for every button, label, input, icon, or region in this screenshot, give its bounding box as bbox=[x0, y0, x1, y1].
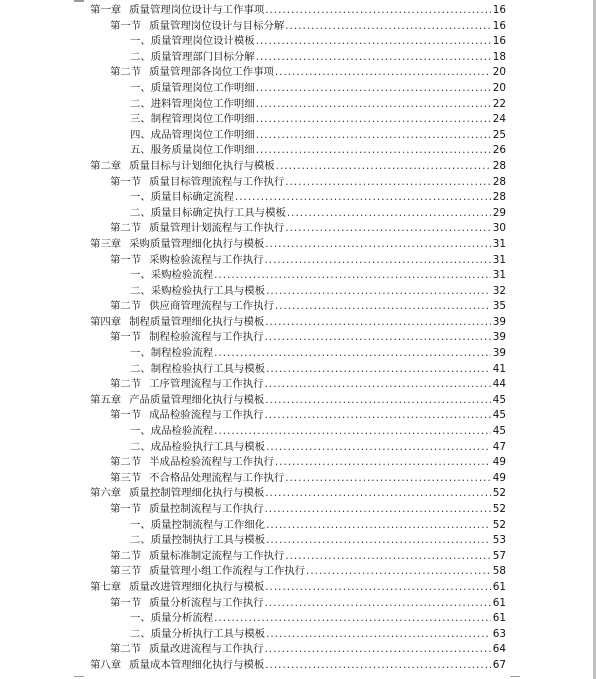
toc-entry[interactable] bbox=[90, 549, 506, 565]
toc-dot-leader bbox=[214, 268, 491, 284]
toc-entry[interactable] bbox=[90, 611, 506, 627]
toc-entry-page-number: 20 bbox=[492, 81, 506, 94]
toc-entry[interactable] bbox=[90, 658, 506, 674]
toc-entry[interactable] bbox=[90, 627, 506, 643]
toc-entry-title: 制程检验执行工具与模板 bbox=[150, 362, 266, 375]
toc-dot-leader bbox=[235, 190, 491, 206]
toc-entry-number: 第四章 bbox=[90, 315, 122, 328]
toc-entry-page-number: 39 bbox=[492, 315, 506, 328]
toc-entry-number: 第二节 bbox=[110, 378, 142, 391]
toc-entry-title: 质量管理小组工作流程与工作执行 bbox=[149, 565, 306, 578]
toc-entry-page-number: 64 bbox=[492, 643, 506, 656]
toc-dot-leader bbox=[264, 642, 491, 658]
toc-entry-number: 第一节 bbox=[110, 596, 142, 609]
toc-entry-title: 质量标准制定流程与工作执行 bbox=[149, 549, 285, 562]
toc-dot-leader bbox=[264, 377, 491, 393]
toc-entry-number: 一、 bbox=[130, 347, 151, 360]
toc-dot-leader bbox=[266, 284, 491, 300]
toc-entry-number: 二、 bbox=[130, 97, 151, 110]
toc-dot-leader bbox=[266, 362, 491, 378]
toc-dot-leader bbox=[214, 424, 491, 440]
toc-entry[interactable] bbox=[90, 159, 506, 175]
toc-entry[interactable] bbox=[90, 330, 506, 346]
toc-entry-page-number: 61 bbox=[492, 612, 506, 625]
toc-entry-title: 成品检验执行工具与模板 bbox=[150, 440, 266, 453]
toc-entry-title: 质量管理岗位设计与目标分解 bbox=[149, 19, 285, 32]
toc-entry-number: 第二节 bbox=[110, 300, 142, 313]
toc-entry-number: 第三节 bbox=[110, 565, 142, 578]
toc-entry-page-number: 67 bbox=[492, 658, 506, 671]
toc-dot-leader bbox=[265, 658, 491, 674]
toc-entry[interactable] bbox=[90, 284, 506, 300]
toc-entry-page-number: 28 bbox=[492, 159, 506, 172]
page-corner-mark bbox=[510, 676, 520, 677]
toc-entry-number: 第二节 bbox=[110, 643, 142, 656]
toc-entry-number: 一、 bbox=[130, 35, 151, 48]
toc-dot-leader bbox=[276, 159, 491, 175]
toc-dot-leader bbox=[265, 3, 491, 19]
toc-entry-title: 质量管理部门目标分解 bbox=[150, 50, 255, 63]
toc-entry-page-number: 32 bbox=[492, 284, 506, 297]
toc-entry[interactable] bbox=[90, 315, 506, 331]
toc-entry-page-number: 58 bbox=[492, 565, 506, 578]
toc-entry-page-number: 52 bbox=[492, 487, 506, 500]
toc-entry-page-number: 52 bbox=[492, 518, 506, 531]
toc-entry-number: 第三章 bbox=[90, 237, 122, 250]
toc-entry-page-number: 45 bbox=[492, 393, 506, 406]
toc-entry-number: 一、 bbox=[130, 425, 151, 438]
toc-dot-leader bbox=[256, 128, 491, 144]
toc-entry-title: 质量改进管理细化执行与模板 bbox=[129, 580, 265, 593]
toc-entry[interactable] bbox=[90, 346, 506, 362]
toc-entry-page-number: 53 bbox=[492, 534, 506, 547]
toc-entry[interactable] bbox=[90, 642, 506, 658]
toc-entry[interactable] bbox=[90, 206, 506, 222]
toc-dot-leader bbox=[256, 81, 491, 97]
toc-dot-leader bbox=[287, 206, 491, 222]
toc-entry-title: 质量管理岗位设计与工作事项 bbox=[129, 4, 265, 16]
toc-entry[interactable] bbox=[90, 81, 506, 97]
toc-dot-leader bbox=[264, 502, 491, 518]
toc-entry-page-number: 39 bbox=[492, 331, 506, 344]
toc-dot-leader bbox=[264, 596, 491, 612]
toc-dot-leader bbox=[306, 564, 491, 580]
toc-entry-page-number: 25 bbox=[492, 128, 506, 141]
toc-entry[interactable] bbox=[90, 65, 506, 81]
toc-entry-title: 不合格品处理流程与工作执行 bbox=[149, 471, 285, 484]
toc-entry-title: 供应商管理流程与工作执行 bbox=[149, 300, 274, 313]
toc-entry[interactable] bbox=[90, 362, 506, 378]
toc-entry[interactable] bbox=[90, 190, 506, 206]
toc-dot-leader bbox=[265, 315, 491, 331]
toc-entry-page-number: 44 bbox=[492, 378, 506, 391]
toc-dot-leader bbox=[214, 346, 491, 362]
toc-entry-title: 采购质量管理细化执行与模板 bbox=[129, 237, 265, 250]
toc-dot-leader bbox=[264, 408, 491, 424]
toc-entry-number: 二、 bbox=[130, 362, 151, 375]
toc-entry-number: 第二节 bbox=[110, 222, 142, 235]
toc-dot-leader bbox=[264, 330, 491, 346]
toc-entry-number: 一、 bbox=[130, 518, 151, 531]
toc-entry[interactable] bbox=[90, 564, 506, 580]
toc-entry-title: 采购检验流程 bbox=[150, 269, 214, 282]
toc-entry-number: 第五章 bbox=[90, 393, 122, 406]
toc-entry-title: 服务质量岗位工作明细 bbox=[150, 144, 255, 157]
toc-entry-title: 采购检验执行工具与模板 bbox=[150, 284, 266, 297]
toc-entry[interactable] bbox=[90, 268, 506, 284]
toc-entry-page-number: 31 bbox=[492, 269, 506, 282]
toc-entry-number: 第三节 bbox=[110, 471, 142, 484]
toc-entry-page-number: 30 bbox=[492, 222, 506, 235]
toc-dot-leader bbox=[265, 393, 491, 409]
toc-entry-title: 质量控制管理细化执行与模板 bbox=[129, 487, 265, 500]
toc-entry-title: 成品检验流程 bbox=[150, 425, 214, 438]
toc-entry-title: 制程检验流程与工作执行 bbox=[149, 331, 264, 344]
toc-entry-number: 五、 bbox=[130, 144, 151, 157]
toc-entry-page-number: 52 bbox=[492, 503, 506, 515]
toc-entry-number: 第二节 bbox=[110, 66, 142, 79]
toc-entry[interactable] bbox=[90, 3, 506, 19]
toc-dot-leader bbox=[275, 299, 491, 315]
toc-entry-title: 质量分析执行工具与模板 bbox=[150, 627, 266, 640]
toc-entry[interactable] bbox=[90, 580, 506, 596]
toc-entry-page-number: 35 bbox=[492, 300, 506, 313]
toc-entry[interactable] bbox=[90, 221, 506, 237]
toc-entry-page-number: 29 bbox=[492, 206, 506, 219]
toc-entry-page-number: 16 bbox=[492, 4, 506, 16]
toc-entry-page-number: 57 bbox=[492, 549, 506, 562]
toc-entry-number: 第一节 bbox=[110, 19, 142, 32]
toc-entry[interactable] bbox=[90, 455, 506, 471]
toc-entry[interactable] bbox=[90, 175, 506, 191]
toc-entry-title: 采购检验流程与工作执行 bbox=[149, 253, 264, 266]
toc-dot-leader bbox=[265, 486, 491, 502]
toc-entry-number: 三、 bbox=[130, 113, 151, 126]
toc-entry-number: 第二章 bbox=[90, 159, 122, 172]
toc-entry-page-number: 63 bbox=[492, 627, 506, 640]
toc-entry-number: 第一节 bbox=[110, 503, 142, 515]
toc-entry-number: 第一节 bbox=[110, 253, 142, 266]
toc-dot-leader bbox=[285, 549, 491, 565]
toc-dot-leader bbox=[256, 112, 491, 128]
toc-entry[interactable] bbox=[90, 237, 506, 253]
toc-entry-title: 质量控制流程与工作执行 bbox=[149, 503, 264, 515]
toc-entry-number: 一、 bbox=[130, 612, 151, 625]
toc-entry[interactable] bbox=[90, 533, 506, 549]
toc-entry-title: 制程质量管理细化执行与模板 bbox=[129, 315, 265, 328]
toc-dot-leader bbox=[264, 253, 491, 269]
toc-entry-title: 制程检验流程 bbox=[150, 347, 214, 360]
toc-entry-number: 一、 bbox=[130, 81, 151, 94]
toc-entry-page-number: 49 bbox=[492, 471, 506, 484]
toc-entry[interactable] bbox=[90, 393, 506, 409]
toc-entry-number: 二、 bbox=[130, 206, 151, 219]
toc-dot-leader bbox=[275, 65, 491, 81]
toc-entry-title: 产品质量管理细化执行与模板 bbox=[129, 393, 265, 406]
toc-dot-leader bbox=[285, 471, 491, 487]
toc-entry-number: 第二节 bbox=[110, 549, 142, 562]
toc-entry[interactable] bbox=[90, 19, 506, 35]
toc-dot-leader bbox=[266, 518, 491, 534]
toc-entry[interactable] bbox=[90, 112, 506, 128]
toc-entry[interactable] bbox=[90, 253, 506, 269]
toc-entry-page-number: 31 bbox=[492, 253, 506, 266]
toc-entry-page-number: 47 bbox=[492, 440, 506, 453]
toc-dot-leader bbox=[266, 440, 491, 456]
toc-entry[interactable] bbox=[90, 424, 506, 440]
toc-dot-leader bbox=[265, 580, 491, 596]
toc-entry[interactable] bbox=[90, 518, 506, 534]
toc-entry[interactable] bbox=[90, 299, 506, 315]
toc-entry-number: 第一章 bbox=[90, 4, 122, 16]
toc-dot-leader bbox=[214, 611, 491, 627]
toc-entry-title: 成品管理岗位工作明细 bbox=[150, 128, 255, 141]
toc-entry-number: 二、 bbox=[130, 284, 151, 297]
page-corner-mark bbox=[74, 0, 84, 2]
toc-entry[interactable] bbox=[90, 502, 506, 518]
toc-entry-page-number: 45 bbox=[492, 409, 506, 422]
toc-entry-title: 质量目标确定执行工具与模板 bbox=[150, 206, 286, 219]
toc-entry-page-number: 28 bbox=[492, 191, 506, 204]
toc-entry-title: 质量控制流程与工作细化 bbox=[150, 518, 266, 531]
toc-entry-number: 二、 bbox=[130, 440, 151, 453]
toc-entry-page-number: 45 bbox=[492, 425, 506, 438]
toc-entry-page-number: 24 bbox=[492, 113, 506, 126]
toc-entry-title: 质量改进流程与工作执行 bbox=[149, 643, 264, 656]
toc-dot-leader bbox=[285, 19, 491, 35]
toc-entry-title: 质量管理计划流程与工作执行 bbox=[149, 222, 285, 235]
toc-entry-page-number: 20 bbox=[492, 66, 506, 79]
toc-entry-page-number: 61 bbox=[492, 596, 506, 609]
toc-entry-number: 一、 bbox=[130, 191, 151, 204]
toc-dot-leader bbox=[266, 533, 491, 549]
toc-entry-title: 工序管理流程与工作执行 bbox=[149, 378, 264, 391]
toc-dot-leader bbox=[285, 175, 491, 191]
toc-entry[interactable] bbox=[90, 34, 506, 50]
toc-entry-title: 进料管理岗位工作明细 bbox=[150, 97, 255, 110]
toc-entry-page-number: 31 bbox=[492, 237, 506, 250]
toc-entry-page-number: 22 bbox=[492, 97, 506, 110]
toc-dot-leader bbox=[256, 50, 491, 66]
toc-entry-number: 第一节 bbox=[110, 175, 142, 188]
toc-entry-number: 第八章 bbox=[90, 658, 122, 671]
toc-entry-title: 制程管理岗位工作明细 bbox=[150, 113, 255, 126]
toc-entry-title: 质量成本管理细化执行与模板 bbox=[129, 658, 265, 671]
toc-entry-page-number: 16 bbox=[492, 35, 506, 48]
toc-entry-number: 二、 bbox=[130, 534, 151, 547]
toc-entry-number: 第二节 bbox=[110, 456, 142, 469]
toc-dot-leader bbox=[256, 34, 491, 50]
toc-entry-number: 一、 bbox=[130, 269, 151, 282]
toc-entry[interactable] bbox=[90, 440, 506, 456]
toc-entry-number: 第一节 bbox=[110, 409, 142, 422]
toc-entry[interactable] bbox=[90, 596, 506, 612]
toc-entry[interactable] bbox=[90, 97, 506, 113]
toc-entry[interactable] bbox=[90, 471, 506, 487]
toc-entry-title: 质量管理岗位设计模板 bbox=[150, 35, 255, 48]
toc-entry-title: 质量分析流程 bbox=[150, 612, 214, 625]
toc-dot-leader bbox=[265, 237, 491, 253]
toc-entry-title: 质量目标管理流程与工作执行 bbox=[149, 175, 285, 188]
toc-dot-leader bbox=[275, 455, 491, 471]
toc-dot-leader bbox=[256, 143, 491, 159]
toc-entry-page-number: 49 bbox=[492, 456, 506, 469]
toc-entry-page-number: 41 bbox=[492, 362, 506, 375]
toc-entry-number: 第七章 bbox=[90, 580, 122, 593]
toc-entry[interactable] bbox=[90, 486, 506, 502]
toc-entry-page-number: 28 bbox=[492, 175, 506, 188]
toc-entry-number: 四、 bbox=[130, 128, 151, 141]
table-of-contents bbox=[90, 3, 506, 674]
page-corner-mark bbox=[74, 676, 84, 677]
toc-entry-title: 半成品检验流程与工作执行 bbox=[149, 456, 274, 469]
toc-entry-page-number: 26 bbox=[492, 144, 506, 157]
toc-dot-leader bbox=[285, 221, 491, 237]
toc-entry-page-number: 39 bbox=[492, 347, 506, 360]
toc-entry[interactable] bbox=[90, 143, 506, 159]
toc-entry[interactable] bbox=[90, 50, 506, 66]
toc-entry[interactable] bbox=[90, 408, 506, 424]
toc-entry-page-number: 18 bbox=[492, 50, 506, 63]
toc-entry-page-number: 61 bbox=[492, 580, 506, 593]
toc-entry-title: 质量管理部各岗位工作事项 bbox=[149, 66, 274, 79]
toc-entry[interactable] bbox=[90, 128, 506, 144]
toc-entry-page-number: 16 bbox=[492, 19, 506, 32]
toc-entry-title: 成品检验流程与工作执行 bbox=[149, 409, 264, 422]
toc-entry-title: 质量目标确定流程 bbox=[150, 191, 234, 204]
toc-entry-number: 二、 bbox=[130, 627, 151, 640]
toc-entry-title: 质量目标与计划细化执行与模板 bbox=[129, 159, 275, 172]
toc-entry-number: 第一节 bbox=[110, 331, 142, 344]
toc-entry-title: 质量分析流程与工作执行 bbox=[149, 596, 264, 609]
toc-entry-number: 二、 bbox=[130, 50, 151, 63]
toc-entry-title: 质量控制执行工具与模板 bbox=[150, 534, 266, 547]
toc-entry-title: 质量管理岗位工作明细 bbox=[150, 81, 255, 94]
toc-dot-leader bbox=[266, 627, 491, 643]
toc-entry[interactable] bbox=[90, 377, 506, 393]
toc-entry-number: 第六章 bbox=[90, 487, 122, 500]
toc-dot-leader bbox=[256, 97, 491, 113]
